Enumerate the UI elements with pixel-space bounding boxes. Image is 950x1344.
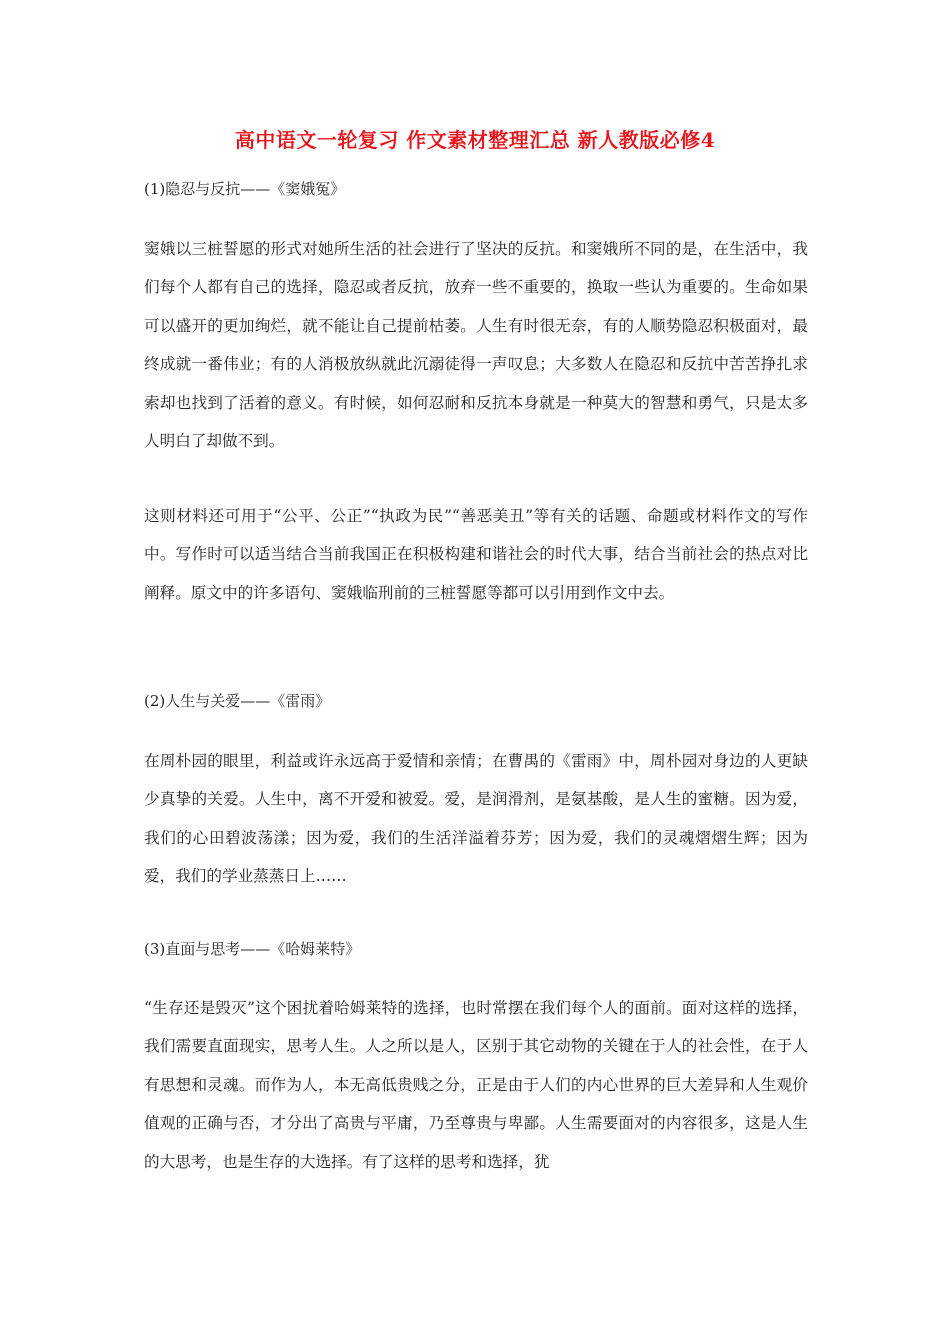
document-title: 高中语文一轮复习 作文素材整理汇总 新人教版必修4 [234,128,716,152]
section-1-paragraph-1: 窦娥以三桩誓愿的形式对她所生活的社会进行了坚决的反抗。和窦娥所不同的是，在生活中，我们每个人都有自己的选择，隐忍或者反抗，放弃一些不重要的，换取一些认为重要的。生命如果可以盛开的更加绚烂，就不能让自己提前枯萎。人生有时很无奈，有的人顺势隐忍积极面对，最终成就一番伟业；有的人消极放纵就此沉溺徒得一声叹息；大多数人在隐忍和反抗中苦苦挣扎求索却也找到了活着的意义。有时候，如何忍耐和反抗本身就是一种莫大的智慧和勇气，只是太多人明白了却做不到。 [144,240,808,451]
section-heading-3: (3)直面与思考——《哈姆莱特》 [144,940,361,958]
section-2-paragraph-1: 在周朴园的眼里，利益或许永远高于爱情和亲情；在曹禺的《雷雨》中，周朴园对身边的人更缺少真挚的关爱。人生中，离不开爱和被爱。爱，是润滑剂，是氨基酸，是人生的蜜糖。因为爱，我们的心田碧波荡漾；因为爱，我们的生活洋溢着芬芳；因为爱，我们的灵魂熠熠生辉；因为爱，我们的学业蒸蒸日上…… [144,752,808,886]
section-1-paragraph-2: 这则材料还可用于“公平、公正”“执政为民”“善恶美丑”等有关的话题、命题或材料作文的写作中。写作时可以适当结合当前我国正在积极构建和谐社会的时代大事，结合当前社会的热点对比阐释。原文中的许多语句、窦娥临刑前的三桩誓愿等都可以引用到作文中去。 [144,507,808,602]
section-heading-2: (2)人生与关爱——《雷雨》 [144,692,331,710]
section-3-paragraph-1: “生存还是毁灭”这个困扰着哈姆莱特的选择，也时常摆在我们每个人的面前。面对这样的选择，我们需要直面现实，思考人生。人之所以是人，区别于其它动物的关键在于人的社会性，在于人有思想和灵魂。而作为人，本无高低贵贱之分，正是由于人们的内心世界的巨大差异和人生观价值观的正确与否，才分出了高贵与平庸，乃至尊贵与卑鄙。人生需要面对的内容很多，这是人生的大思考，也是生存的大选择。有了这样的思考和选择，犹 [144,999,808,1171]
section-heading-1: (1)隐忍与反抗——《窦娥冤》 [144,180,346,198]
